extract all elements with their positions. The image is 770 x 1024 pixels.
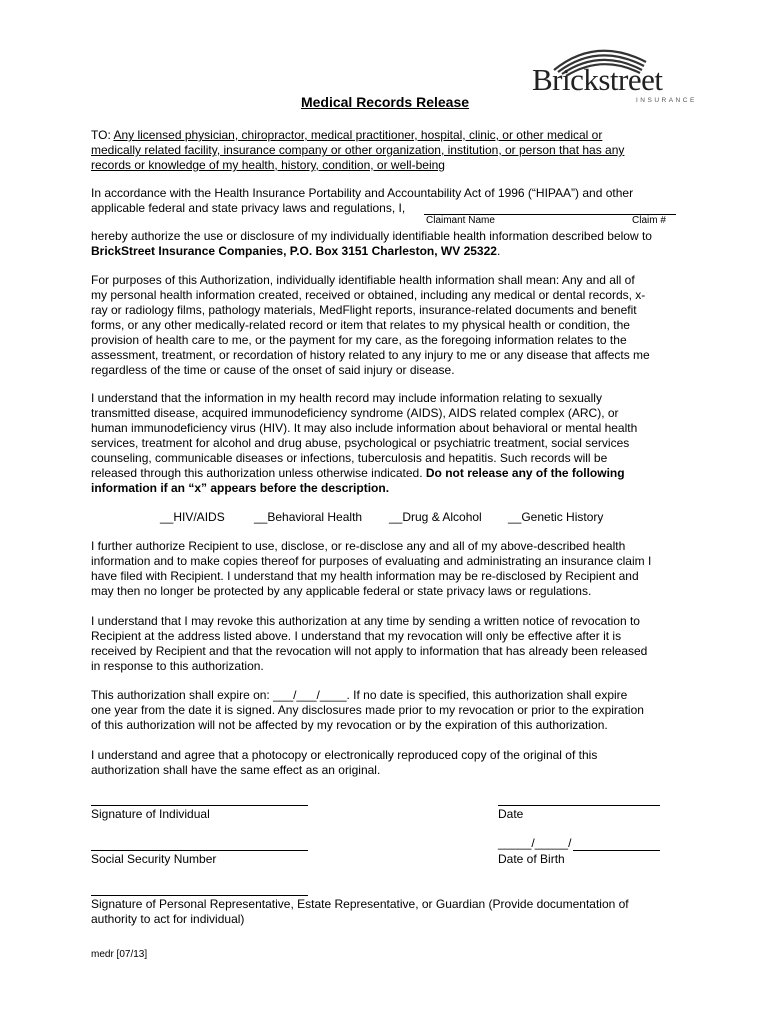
p2-line: assessment, treatment, or recordation of history related to any injury to me or any disease that affects me [91,348,650,362]
p2-line: forms, or any other medically-related record or item that relates to my physical health or condition, the [91,318,630,332]
p6-line-1 [91,688,683,703]
p4-line: have filed with Recipient. I understand that my health information may be re-disclosed by Recipient and [91,569,639,583]
p2-line: regardless of the time or cause of the onset of said injury or disease. [91,363,455,377]
p6-line-3: of this authorization will not be affected by my revocation or by the expiration of this authorization. [91,718,608,732]
p3-line-6-bold: Do not release any of the following [425,466,625,480]
p2-line: my personal health information created, received or obtained, including any medical or dental records, x- [91,288,646,302]
dob-year-line[interactable] [573,850,660,851]
p6-line-2: one year from the date it is signed. Any disclosures made prior to my revocation or prior to the expiration [91,703,644,717]
p2-line: ray or radiology films, pathology materials, MedFlight reports, insurance-related documents and benefit [91,303,637,317]
expiration-paragraph [91,688,683,733]
p3-line-6 [91,466,683,481]
dob-label: Date of Birth [498,852,565,866]
p4-line: I further authorize Recipient to use, disclose, or re-disclose any and all of my above-described health [91,539,626,553]
claimant-name-label: Claimant Name [426,215,495,226]
p3-line: I understand that the information in my health record may include information relating to sexually [91,391,602,405]
logo-sub-text: INSURANCE [636,97,697,104]
brickstreet-address: BrickStreet Insurance Companies, P.O. Box 3151 Charleston, WV 25322 [91,244,497,258]
to-text-3: records or knowledge of my health, history, condition, or well-being [91,158,445,172]
photocopy-paragraph [91,748,683,778]
dob-field[interactable]: _____/_____/ [498,836,572,850]
p4-line: may then no longer be protected by any applicable federal or state privacy laws or regulations. [91,584,592,598]
to-label: TO: [91,128,111,142]
to-text-2: medically related facility, insurance company or other organization, institution, or person that has any [91,143,625,157]
p3-line: transmitted disease, acquired immunodeficiency syndrome (AIDS), AIDS related complex (ARC), or [91,406,619,420]
p2-line: For purposes of this Authorization, individually identifiable health information shall mean: Any and all of [91,273,635,287]
p1-continued [91,229,683,259]
p3-line: counseling, communicable diseases or infections, tuberculosis and hepatitis. Such records will be [91,451,608,465]
form-code: medr [07/13] [91,949,148,960]
signature-line[interactable] [91,805,308,806]
p2-line: provision of health care to me, or the payment for my care, as the foregoing information relates to the [91,333,627,347]
signature-label: Signature of Individual [91,807,210,821]
representative-signature-line[interactable] [91,895,308,896]
p5-line: received by Recipient and that the revocation will not apply to information that has already been released [91,644,648,658]
option-genetic-history[interactable]: __Genetic History [508,510,604,524]
rep-line-2: authority to act for individual) [91,912,245,926]
representative-label [91,897,683,927]
p6-start: This authorization shall expire on: [91,688,274,702]
p1-line-2: applicable federal and state privacy laws and regulations, I, [91,201,406,215]
option-drug-alcohol[interactable]: __Drug & Alcohol [389,510,482,524]
to-text-1: Any licensed physician, chiropractor, medical practitioner, hospital, clinic, or other medical or [113,128,603,142]
sensitive-info-paragraph [91,391,683,496]
to-block [91,128,683,173]
p5-line: I understand that I may revoke this authorization at any time by sending a written notice of revocation to [91,614,640,628]
p6-end: . If no date is specified, this authorization shall expire [346,688,628,702]
logo-brand-text: Brickstreet [532,62,663,97]
p7-line: authorization shall have the same effect as an original. [91,763,381,777]
date-line[interactable] [498,805,660,806]
ssn-label: Social Security Number [91,852,217,866]
option-behavioral-health[interactable]: __Behavioral Health [254,510,363,524]
revocation-paragraph [91,614,683,674]
p1-period: . [496,244,501,258]
definition-paragraph [91,273,683,378]
date-label: Date [498,807,524,821]
claim-number-label: Claim # [632,215,666,226]
redisclosure-paragraph [91,539,683,599]
expiration-date-field[interactable]: ___/___/____ [273,688,347,702]
option-hiv-aids[interactable]: __HIV/AIDS [160,510,225,524]
p4-line: information and to make copies thereof for purposes of evaluating and administrating an insurance claim I [91,554,652,568]
p3-line: services, treatment for alcohol and drug abuse, psychological or psychiatric treatment, social services [91,436,630,450]
p3-line: human immunodeficiency virus (HIV). It may also include information about behavioral or mental health [91,421,638,435]
rep-line-1: Signature of Personal Representative, Estate Representative, or Guardian (Provide documentation of [91,897,629,911]
to-line-1 [91,128,683,143]
p1-line-4 [91,244,683,259]
p3-line-7: information if an “x” appears before the description. [91,481,390,495]
ssn-line[interactable] [91,850,308,851]
hipaa-paragraph [91,186,683,216]
p7-line: I understand and agree that a photocopy or electronically reproduced copy of the original of this [91,748,598,762]
p3-line-6-normal: released through this authorization unless otherwise indicated. [91,466,426,480]
p5-line: in response to this authorization. [91,659,264,673]
p1-line-3: hereby authorize the use or disclosure of my individually identifiable health information described below to [91,229,652,243]
p5-line: Recipient at the address listed above. I understand that my revocation will only be effective after it is [91,629,622,643]
page-title: Medical Records Release [300,94,470,110]
p1-line-1: In accordance with the Health Insurance Portability and Accountability Act of 1996 (“HIPAA”) and other [91,186,634,200]
